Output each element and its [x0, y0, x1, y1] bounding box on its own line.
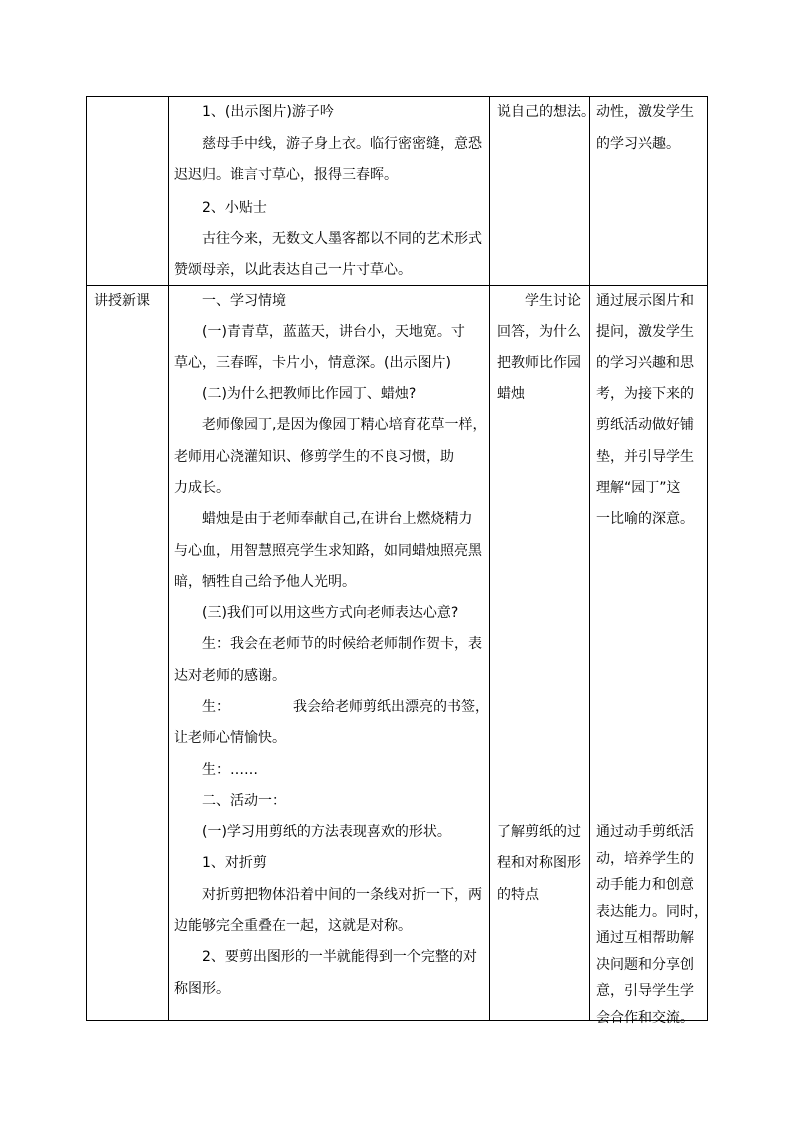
table-row-divider	[86, 285, 708, 286]
process-line: 达对老师的感谢。	[174, 668, 286, 684]
intent-line: 一比喻的深意。	[596, 511, 694, 527]
table-col-divider-3	[589, 96, 590, 1021]
process-line: (一)青青草，蓝蓝天，讲台小，天地宽。寸	[202, 324, 465, 340]
student-line: 蜡烛	[497, 386, 525, 402]
process-line: 一、学习情境	[202, 293, 286, 309]
student-line: 学生讨论	[525, 293, 581, 309]
process-line: 生：……	[202, 762, 258, 778]
process-line: 迟迟归。谁言寸草心，报得三春晖。	[174, 167, 398, 183]
student-line: 把教师比作园	[497, 355, 581, 371]
intent-line: 通过展示图片和	[596, 293, 694, 309]
process-line: 让老师心情愉快。	[174, 730, 286, 746]
intent-line: 的学习兴趣和思	[596, 355, 694, 371]
table-border-left	[86, 96, 87, 1021]
intent-line: 会合作和交流。	[596, 1009, 694, 1026]
intent-line: 剪纸活动做好铺	[596, 417, 694, 433]
process-line: 边能够完全重叠在一起，这就是对称。	[174, 918, 412, 934]
process-line: 慈母手中线，游子身上衣。临行密密缝，意恐	[202, 136, 482, 152]
intent-line: 通过动手剪纸活	[596, 824, 694, 840]
intent-line: 决问题和分享创	[596, 956, 694, 973]
process-line: 生：	[202, 699, 230, 715]
student-line: 的特点	[497, 887, 539, 903]
process-line: 暗，牺牲自己给予他人光明。	[174, 574, 356, 590]
process-line: 与心血，用智慧照亮学生求知路，如同蜡烛照亮黑	[174, 543, 482, 559]
process-line: 力成长。	[174, 480, 230, 496]
process-line: 老师用心浇灌知识、修剪学生的不良习惯，助	[174, 449, 454, 465]
table-border-right	[707, 96, 708, 1021]
intent-line: 动，培养学生的	[596, 850, 694, 867]
process-line: 二、活动一：	[202, 793, 286, 809]
intent-line: 意，引导学生学	[596, 983, 694, 999]
process-line: (一)学习用剪纸的方法表现喜欢的形状。	[202, 824, 451, 840]
process-line: 草心，三春晖，卡片小，情意深。(出示图片)	[174, 355, 451, 371]
intent-line: 动性，激发学生	[596, 104, 694, 120]
process-line: 老师像园丁,是因为像园丁精心培育花草一样，	[202, 417, 487, 433]
process-line: (三)我们可以用这些方式向老师表达心意?	[202, 605, 459, 621]
process-line: 2、要剪出图形的一半就能得到一个完整的对	[202, 949, 477, 965]
table-border-top	[86, 96, 708, 97]
stage-label: 讲授新课	[94, 293, 150, 309]
student-line: 回答，为什么	[497, 324, 581, 340]
student-line: 了解剪纸的过	[497, 824, 581, 840]
intent-line: 通过互相帮助解	[596, 930, 694, 946]
table-col-divider-2	[489, 96, 490, 1021]
intent-line: 的学习兴趣。	[596, 136, 680, 152]
intent-line: 表达能力。同时，	[596, 903, 708, 920]
process-line: 1、(出示图片)游子吟	[202, 104, 334, 120]
intent-line: 动手能力和创意	[596, 877, 694, 893]
intent-line: 提问，激发学生	[596, 324, 694, 340]
process-line: 生：我会在老师节的时候给老师制作贺卡，表	[202, 636, 482, 652]
student-line: 说自己的想法。	[497, 104, 595, 120]
intent-line: 考，为接下来的	[596, 386, 694, 402]
table-col-divider-1	[168, 96, 169, 1021]
process-line: 对折剪把物体沿着中间的一条线对折一下，两	[202, 887, 482, 903]
process-line: 2、小贴士	[202, 200, 267, 216]
student-line: 程和对称图形	[497, 855, 581, 871]
process-line: 赞颂母亲，以此表达自己一片寸草心。	[174, 262, 412, 278]
intent-line: 垫，并引导学生	[596, 449, 694, 465]
process-line: 称图形。	[174, 981, 230, 997]
process-line: 蜡烛是由于老师奉献自己,在讲台上燃烧精力	[202, 511, 473, 527]
process-line: 古往今来，无数文人墨客都以不同的艺术形式	[202, 231, 482, 247]
process-line: 我会给老师剪纸出漂亮的书签，	[293, 699, 489, 715]
process-line: (二)为什么把教师比作园丁、蜡烛?	[202, 386, 417, 402]
intent-line: 理解“园丁”这	[596, 480, 681, 496]
process-line: 1、对折剪	[202, 855, 267, 871]
